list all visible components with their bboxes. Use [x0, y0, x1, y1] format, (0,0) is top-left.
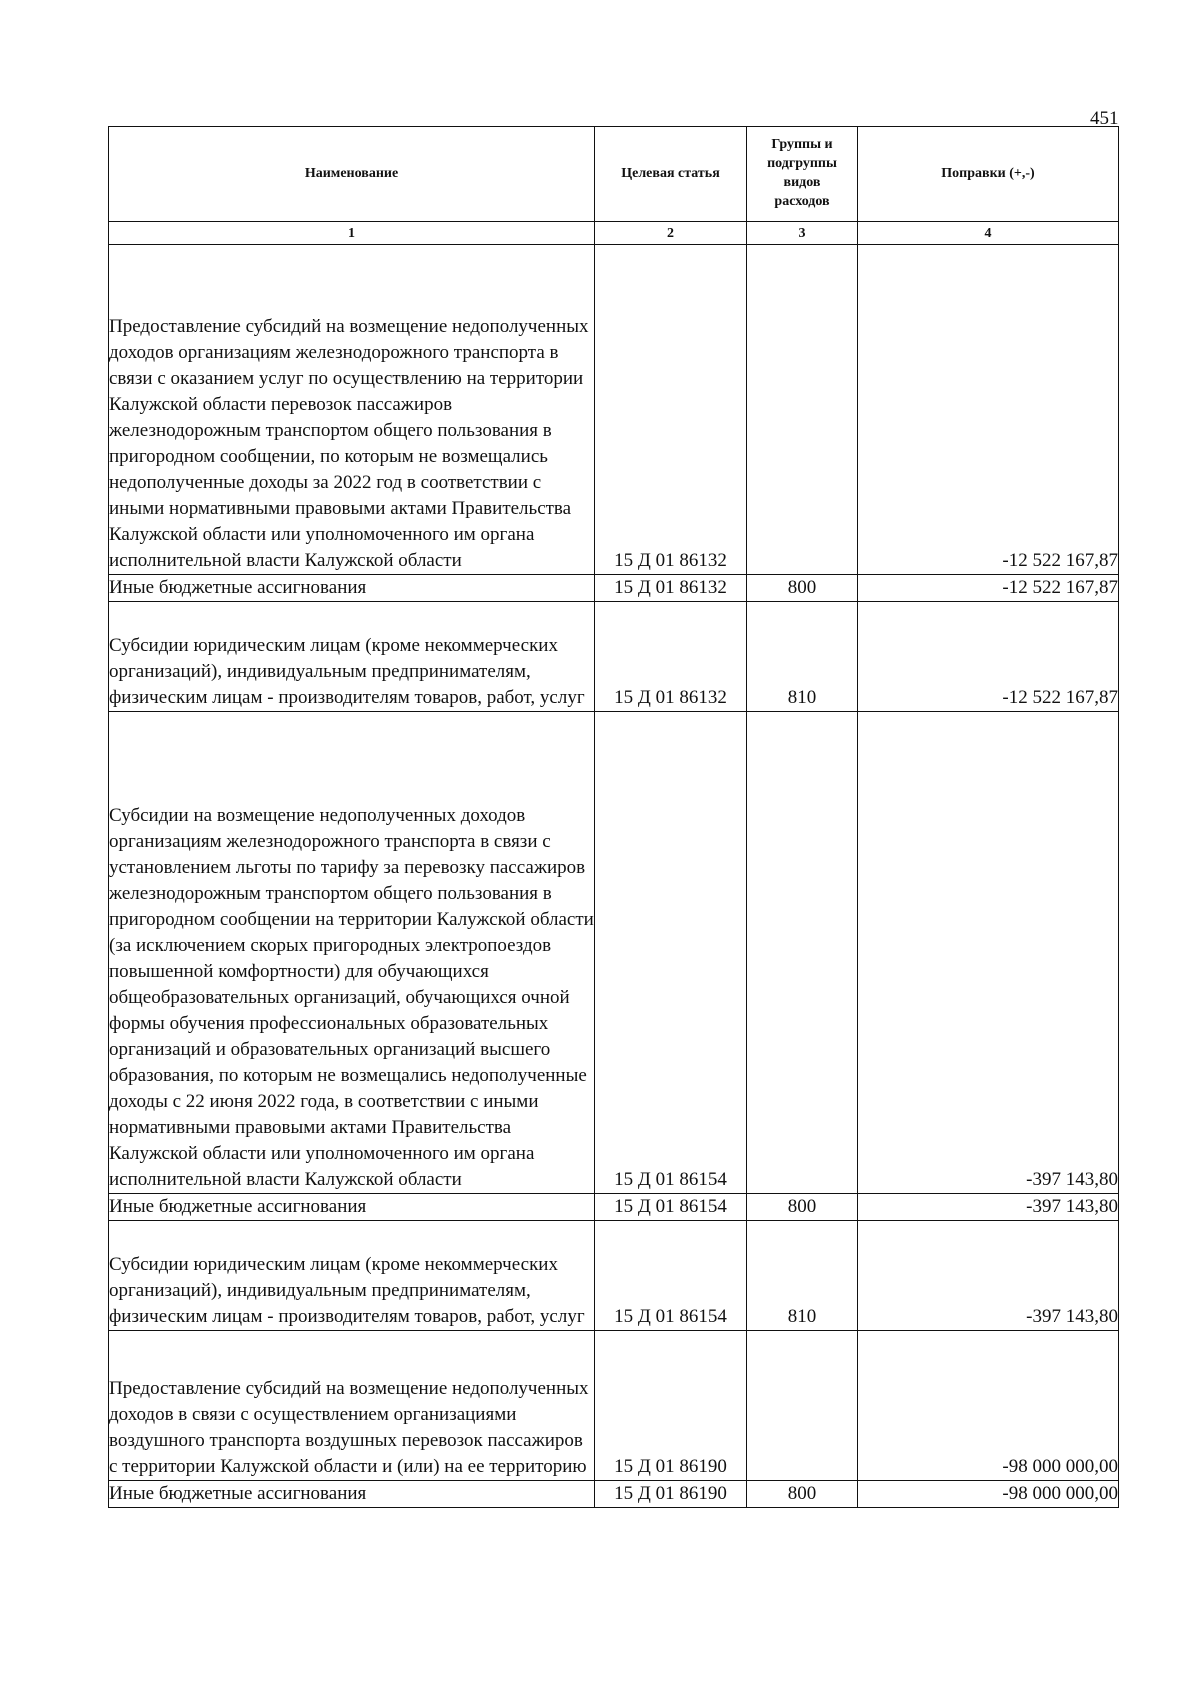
row-name: Иные бюджетные ассигнования — [109, 575, 595, 602]
table-row — [109, 1481, 1119, 1508]
header-col-number: 1 — [109, 222, 595, 245]
row-amount: -12 522 167,87 — [858, 575, 1119, 602]
row-group — [747, 712, 858, 1194]
row-name: Предоставление субсидий на возмещение недополученных доходов в связи с осуществлением организациями воздушного транспорта воздушных перевозок пассажиров с территории Калужской области и (или) на ее территорию — [109, 1331, 595, 1481]
row-name: Иные бюджетные ассигнования — [109, 1194, 595, 1221]
row-target-code: 15 Д 01 86154 — [595, 712, 747, 1194]
row-group: 810 — [747, 1221, 858, 1331]
row-amount: -397 143,80 — [858, 1221, 1119, 1331]
table-row — [109, 1221, 1119, 1331]
row-amount: -397 143,80 — [858, 712, 1119, 1194]
row-name: Субсидии юридическим лицам (кроме некоммерческих организаций), индивидуальным предпринимателям, физическим лицам - производителям товаров, работ, услуг — [109, 1221, 595, 1331]
row-name: Субсидии на возмещение недополученных доходов организациям железнодорожного транспорта в связи с установлением льготы по тарифу за перевозку пассажиров железнодорожным транспортом общего пользования в пригородном сообщении на территории Калужской области (за исключением скорых пригородных электропоездов повышенной комфортности) для обучающихся общеобразовательных организаций, обучающихся очной формы обучения профессиональных образовательных организаций и образовательных организаций высшего образования, по которым не возмещались недополученные доходы с 22 июня 2022 года, в соответствии с иными нормативными правовыми актами Правительства Калужской области или уполномоченного им органа исполнительной власти Калужской области — [109, 712, 595, 1194]
row-amount: -12 522 167,87 — [858, 602, 1119, 712]
header-amendments: Поправки (+,-) — [858, 127, 1119, 222]
row-target-code: 15 Д 01 86132 — [595, 602, 747, 712]
header-col-number: 4 — [858, 222, 1119, 245]
row-group: 810 — [747, 602, 858, 712]
row-amount: -12 522 167,87 — [858, 245, 1119, 575]
row-group — [747, 245, 858, 575]
row-target-code: 15 Д 01 86154 — [595, 1194, 747, 1221]
row-target-code: 15 Д 01 86190 — [595, 1481, 747, 1508]
header-name: Наименование — [109, 127, 595, 222]
row-target-code: 15 Д 01 86154 — [595, 1221, 747, 1331]
budget-amendments-table — [108, 126, 1119, 1508]
header-target-article: Целевая статья — [595, 127, 747, 222]
row-group: 800 — [747, 1194, 858, 1221]
row-target-code: 15 Д 01 86190 — [595, 1331, 747, 1481]
table-row — [109, 602, 1119, 712]
header-col-number: 3 — [747, 222, 858, 245]
row-group: 800 — [747, 1481, 858, 1508]
table-row — [109, 575, 1119, 602]
table-row — [109, 245, 1119, 575]
page-number: 451 — [1090, 108, 1119, 129]
header-expense-groups: Группы и подгруппы видов расходов — [747, 127, 858, 222]
row-name: Предоставление субсидий на возмещение недополученных доходов организациям железнодорожного транспорта в связи с оказанием услуг по осуществлению на территории Калужской области перевозок пассажиров железнодорожным транспортом общего пользования в пригородном сообщении, по которым не возмещались недополученные доходы за 2022 год в соответствии с иными нормативными правовыми актами Правительства Калужской области или уполномоченного им органа исполнительной власти Калужской области — [109, 245, 595, 575]
row-amount: -98 000 000,00 — [858, 1481, 1119, 1508]
row-name: Субсидии юридическим лицам (кроме некоммерческих организаций), индивидуальным предпринимателям, физическим лицам - производителям товаров, работ, услуг — [109, 602, 595, 712]
header-col-number: 2 — [595, 222, 747, 245]
row-group — [747, 1331, 858, 1481]
row-group: 800 — [747, 575, 858, 602]
row-amount: -397 143,80 — [858, 1194, 1119, 1221]
row-target-code: 15 Д 01 86132 — [595, 575, 747, 602]
table-row — [109, 712, 1119, 1194]
row-name: Иные бюджетные ассигнования — [109, 1481, 595, 1508]
table-row — [109, 1194, 1119, 1221]
table-row — [109, 1331, 1119, 1481]
row-target-code: 15 Д 01 86132 — [595, 245, 747, 575]
row-amount: -98 000 000,00 — [858, 1331, 1119, 1481]
